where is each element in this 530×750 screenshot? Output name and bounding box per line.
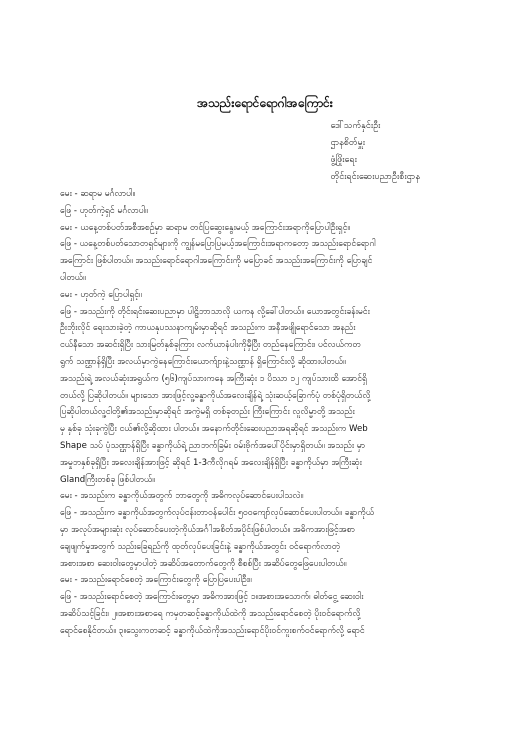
body-line: ဖြေ - ယနေ့တစ်ပတ်သောတရှင်များကို ကျွန်မပြောပြမယ့်အကြောင်းအရာကတော့ အသည်းရောင်ရောဂါ: [60, 239, 376, 250]
body-line: ငယ်နီသော အဆင်းရှိပြီး သားမြတ်နှစ်ခုကြား လက်ယာနံပါးကိုမှီပြီး တည်နေကြောင်း၊ ပင်လယ်ကတ: [60, 340, 361, 351]
body-line: ရွက် သဏ္ဌာန်ရှိပြီး အလယ်မှာကွဲနေကြောင်းယောက်ျားနဲ့သဏ္ဌာန် ရှိကြောင်းလို့ ဆိုထားပါတယ်။: [60, 356, 346, 367]
body-line: အဆိပ်သင့်ခြင်း၊ ၂။အစားအစာရေ ကမှတဆင့်ခန္ဓာကိုယ်ထဲကို အသည်းရောင်စေတဲ့ ပိုးဝင်ရောက်လို့: [60, 608, 361, 619]
author-name: ဒေါ်သက်နှင်းဦး: [330, 121, 381, 131]
body-line: အကြောင်း ဖြစ်ပါတယ်။ အသည်းရောင်ရောဂါအကြောင်းကို မပြောခင် အသည်းအကြောင်းကို ပြောချင်: [60, 256, 373, 267]
body-line: မေး - ဟုတ်ကဲ့ ပြောပါရှင့်။: [60, 289, 142, 300]
author-byline: [330, 118, 420, 186]
document-body: [60, 186, 478, 640]
body-line: ဖြေ - ဟုတ်ကဲ့ရှင် မင်္ဂလာပါ။: [60, 205, 148, 216]
body-line: အစားအစာ ဆေးဝါးတွေမှာပါတဲ့ အဆိပ်အတောက်တွေကို စီစစ်ပြီး အဆိပ်တွေဖြေပေးပါတယ်။: [60, 558, 347, 569]
author-division: ဖွံ့ဖြိုးရေး: [330, 155, 357, 165]
body-line: အမှုဘနှစ်ခုရှိပြီး အလေးချိန်အားဖြင့် ဆိုရင် 1-3ကီလိုဂရမ် အလေးချိန်ရှိပြီး ခန္ဓာကိုယ်မှာ အကြီးဆုံး: [60, 457, 362, 468]
body-line: မေး - ဆရာမ မင်္ဂလာပါ။: [60, 189, 136, 199]
body-line: Shape သပ် ပုံသဏ္ဌာန်ရှိပြီး ခန္ဓာကိုယ်ရဲ့ ညာဘက်ခြမ်း ဝမ်းဗိုက်အပေါ်ပိုင်းမှာရှိတယ်။ အသည်း မှာ: [60, 440, 366, 451]
body-line: ဖြေ - အသည်းရောင်စေတဲ့ အကြောင်းတွေမှာ အဓိကအားဖြင့် ၁။အစားအသောက်၊ ဓါတ်ငွေ့ ဆေးဝါး: [60, 592, 364, 603]
body-line: ချေဖျက်မှုအတွက် သည်းခြေရည်ကို ထုတ်လုပ်ပေးခြင်းနဲ့ ခန္ဓာကိုယ်အတွင်း ဝင်ရောက်လာတဲ့: [60, 541, 341, 552]
body-line: မှ နှစ်ခု သုံးခုကွဲပြီး ငယ်၏လို့ဆိုထား ပါတယ်။ အနောက်တိုင်းဆေးပညာအရဆိုရင် အသည်းက Web: [60, 424, 368, 435]
body-line: ပါတယ်။: [60, 272, 86, 283]
body-line: ဖြေ - အသည်းကို တိုင်းရင်းဆေးပညာမှာ ပါဠိဘာသာလို ယကန လို့ခေါ်ပါတယ်။ ယောအတွင်းခန်းမင်း: [60, 306, 370, 317]
body-line: ဦးဘိုးလိုင် ရေးသားခဲ့တဲ့ ကာယနုပဿနာကျမ်းမှာဆိုရင် အသည်းက အနီအဖျိုရောင်သော အနည်း: [60, 323, 356, 334]
document-title: အသည်းရောင်ရောဂါအကြောင်း: [197, 96, 333, 110]
body-line: အသည်းရဲ့ အလယ်ဆုံးအရွယ်က (၅၆)ကျပ်သားကနေ အကြီးဆုံး ၁ ပိဿာ ၁၂ ကျပ်သားထိ အောင်ရှိ: [60, 373, 367, 384]
body-line: Glandကြီးတစ်ခု ဖြစ်ပါတယ်။: [60, 474, 155, 485]
body-line: မှာ အလုပ်အများဆုံး လုပ်ဆောင်ပေးတဲ့ကိုယ်အင်္ဂါအစိတ်အပိုင်းဖြစ်ပါတယ်။ အဓိကအားဖြင့်အစာ: [60, 524, 355, 535]
body-line: ဖြေ - အသည်းက ခန္ဓာကိုယ်အတွက်လုပ်ငန်းတာဝန်ပေါင်း ၅၀၀ကျော်လုပ်ဆောင်ပေးပါတယ်။ ခန္ဓာကိုယ်: [60, 508, 375, 519]
body-line: ရောင်စေနိုင်တယ်။ ၃။သွေးကတဆင့် ခန္ဓာကိုယ်ထဲကိုအသည်းရောင်ပိုးဝင်ကူးစက်ဝင်ရောက်လို့ ရောင်: [60, 625, 365, 636]
author-department: တိုင်းရင်းဆေးပညာဦးစီးဌာန: [330, 172, 420, 182]
body-line: မေး - ယနေ့တစ်ပတ်အစီအစဉ်မှာ ဆရာမ တင်ပြဆွေးနွေးမယ့် အကြောင်းအရာကိုပြောပါဦးရှင့်။: [60, 222, 350, 233]
body-line: မေး - အသည်းက ခန္ဓာကိုယ်အတွက် ဘာတွေကို အဓိကလုပ်ဆောင်ပေးပါသလဲ။: [60, 491, 304, 502]
body-line: မေး - အသည်းရောင်စေတဲ့ အကြောင်းတွေကို ပြောပြပေးပါဦး။: [60, 575, 252, 586]
body-line: တယ်လို့ ပြဆိုပါတယ်။ များသော အားဖြင့်လူ့ခန္ဓာကိုယ်အလေးချိန်ရဲ့ သုံးဆယ့်ခြောက်ပုံ တစ်ပုံရှိတယ်လို့: [60, 390, 371, 401]
author-position: ဌာနစိတ်မှူး: [330, 138, 366, 148]
body-line: ပြဆိုပါတယ်လူ့ငါတို့၏အသည်းမှာဆိုရင် အကွဲမရှိ တစ်ခုတည်း ကြီးကြောင်း လူလိမ္မာတို့ အသည်း: [60, 407, 355, 418]
